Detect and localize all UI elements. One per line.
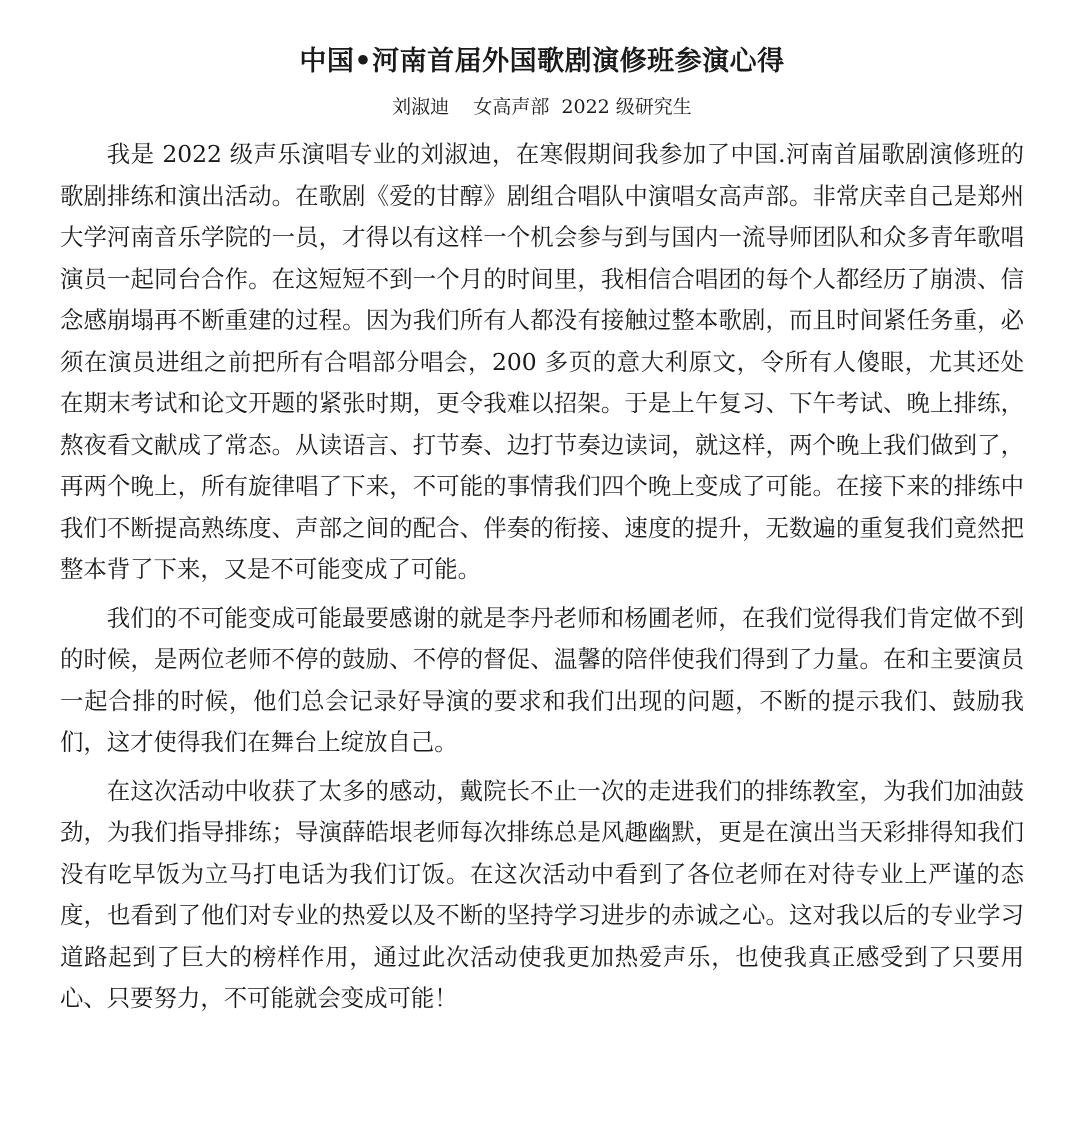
paragraph-3: 在这次活动中收获了太多的感动，戴院长不止一次的走进我们的排练教室，为我们加油鼓劲，为我们指导排练；导演薛皓垠老师每次排练总是风趣幽默，更是在演出当天彩排得知我们没有吃早饭为立马打电话为我们订饭。在这次活动中看到了各位老师在对待专业上严谨的态度，也看到了他们对专业的热爱以及不断的坚持学习进步的赤诚之心。这对我以后的专业学习道路起到了巨大的榜样作用，通过此次活动使我更加热爱声乐，也使我真正感受到了只要用心、只要努力，不可能就会变成可能！ [60, 776, 1024, 1012]
document-title: 中国•河南首届外国歌剧演修班参演心得 [299, 46, 785, 77]
paragraph-2: 我们的不可能变成可能最要感谢的就是李丹老师和杨圃老师，在我们觉得我们肯定做不到的时候，是两位老师不停的鼓励、不停的督促、温馨的陪伴使我们得到了力量。在和主要演员一起合排的时候，他们总会记录好导演的要求和我们出现的问题，不断的提示我们、鼓励我们，这才使得我们在舞台上绽放自己。 [60, 603, 1024, 756]
author-byline: 刘淑迪 女高声部 2022 级研究生 [392, 96, 692, 118]
paragraph-1: 我是 2022 级声乐演唱专业的刘淑迪，在寒假期间我参加了中国.河南首届歌剧演修班的歌剧排练和演出活动。在歌剧《爱的甘醇》剧组合唱队中演唱女高声部。非常庆幸自己是郑州大学河南音乐学院的一员，才得以有这样一个机会参与到与国内一流导师团队和众多青年歌唱演员一起同台合作。在这短短不到一个月的时间里，我相信合唱团的每个人都经历了崩溃、信念感崩塌再不断重建的过程。因为我们所有人都没有接触过整本歌剧，而且时间紧任务重，必须在演员进组之前把所有合唱部分唱会，200 多页的意大利原文，令所有人傻眼，尤其还处在期末考试和论文开题的紧张时期，更令我难以招架。于是上午复习、下午考试、晚上排练，熬夜看文献成了常态。从读语言、打节奏、边打节奏边读词，就这样，两个晚上我们做到了，再两个晚上，所有旋律唱了下来，不可能的事情我们四个晚上变成了可能。在接下来的排练中我们不断提高熟练度、声部之间的配合、伴奏的衔接、速度的提升，无数遍的重复我们竟然把整本背了下来，又是不可能变成了可能。 [60, 140, 1024, 583]
